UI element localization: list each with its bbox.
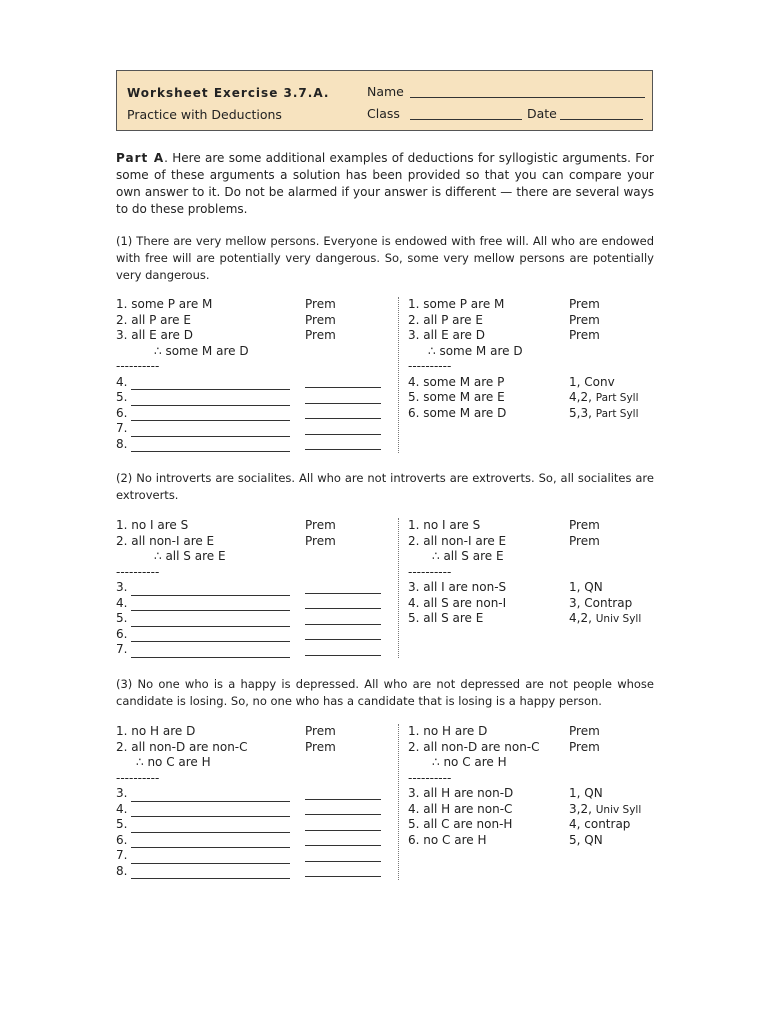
solution-step: 5. all C are non-H 4, contrap	[408, 817, 631, 831]
justification-blank[interactable]	[305, 865, 381, 877]
solution-step: 3. all H are non-D 1, QN	[408, 786, 603, 800]
solution-step: 6. no C are H 5, QN	[408, 832, 603, 847]
justification-blank[interactable]	[305, 613, 381, 625]
justification-blank[interactable]	[305, 438, 381, 450]
solution-step: 5. some M are E 4,2, Part Syll	[408, 390, 639, 404]
problem-1-solution	[408, 297, 658, 421]
justification-blank[interactable]	[305, 407, 381, 419]
worksheet-title: Worksheet Exercise 3.7.A.	[127, 86, 330, 100]
premise-row: 1. some P are M Prem	[116, 297, 336, 311]
conclusion-row: ∴ all S are E	[432, 549, 504, 563]
worksheet-subtitle: Practice with Deductions	[127, 107, 282, 122]
divider-dashes: ----------	[116, 564, 160, 579]
step-blank[interactable]	[131, 852, 290, 864]
date-field[interactable]	[560, 119, 643, 120]
worksheet-header	[116, 70, 653, 131]
justification-blank[interactable]	[305, 392, 381, 404]
answer-row: 4.	[116, 802, 396, 818]
answer-row: 8.	[116, 437, 396, 453]
premise-row: 1. no H are D Prem	[116, 724, 336, 738]
step-blank[interactable]	[131, 584, 290, 596]
name-field[interactable]	[410, 97, 645, 98]
step-blank[interactable]	[131, 409, 290, 421]
step-blank[interactable]	[131, 805, 290, 817]
answer-row: 5.	[116, 390, 396, 406]
justification-blank[interactable]	[305, 803, 381, 815]
step-blank[interactable]	[131, 599, 290, 611]
date-label: Date	[527, 106, 557, 121]
justification-blank[interactable]	[305, 819, 381, 831]
premise-row: 3. all E are D Prem	[408, 328, 600, 342]
step-blank[interactable]	[131, 378, 290, 390]
name-label: Name	[367, 84, 404, 99]
column-divider	[398, 724, 399, 880]
step-blank[interactable]	[131, 440, 290, 452]
premise-row: 1. no I are S Prem	[116, 518, 336, 532]
problem-3-text: (3) No one who is a happy is depressed. All who are not depressed are not people whose candidate is losing. So, no one who has a candidate that is losing is a happy person.	[116, 677, 654, 708]
premise-row: 1. some P are M Prem	[408, 297, 600, 311]
justification-blank[interactable]	[305, 644, 381, 656]
justification-blank[interactable]	[305, 834, 381, 846]
step-blank[interactable]	[131, 394, 290, 406]
conclusion-row: ∴ all S are E	[154, 549, 226, 563]
column-divider	[398, 518, 399, 658]
premise-row: 3. all E are D Prem	[116, 328, 336, 342]
divider-dashes: ----------	[408, 359, 452, 373]
answer-row: 5.	[116, 611, 396, 627]
answer-row: 3.	[116, 580, 396, 596]
step-blank[interactable]	[131, 790, 290, 802]
premise-row: 2. all P are E Prem	[116, 312, 336, 327]
class-field[interactable]	[410, 119, 522, 120]
justification-blank[interactable]	[305, 628, 381, 640]
solution-step: 6. some M are D 5,3, Part Syll	[408, 405, 639, 420]
answer-row: 6.	[116, 833, 396, 849]
premise-row: 2. all P are E Prem	[408, 312, 600, 327]
problem-1-text: (1) There are very mellow persons. Everyone is endowed with free will. All who are endowed with free will are potentially very dangerous. So, some very mellow persons are potentially very dangerous.	[116, 234, 654, 282]
justification-blank[interactable]	[305, 582, 381, 594]
premise-row: 2. all non-I are E Prem	[116, 533, 336, 548]
justification-blank[interactable]	[305, 850, 381, 862]
conclusion-row: ∴ some M are D	[428, 343, 523, 358]
part-a-intro	[116, 150, 654, 218]
answer-row: 6.	[116, 406, 396, 422]
step-blank[interactable]	[131, 821, 290, 833]
solution-step: 3. all I are non-S 1, QN	[408, 580, 603, 594]
part-a-text: . Here are some additional examples of deductions for syllogistic arguments. For some of these arguments a solution has been provided so that you can compare your own answer to it. Do not be alarmed if your answer is different — there are several ways to do these problems.	[116, 151, 654, 216]
step-blank[interactable]	[131, 615, 290, 627]
step-blank[interactable]	[131, 836, 290, 848]
justification-blank[interactable]	[305, 423, 381, 435]
problem-3-work-area	[116, 724, 396, 879]
answer-row: 8.	[116, 864, 396, 880]
solution-step: 5. all S are E 4,2, Univ Syll	[408, 611, 642, 625]
answer-row: 4.	[116, 375, 396, 391]
premise-row: 2. all non-I are E Prem	[408, 533, 600, 548]
justification-blank[interactable]	[305, 376, 381, 388]
step-blank[interactable]	[131, 867, 290, 879]
divider-dashes: ----------	[116, 770, 160, 785]
problem-3-solution	[408, 724, 658, 848]
solution-step: 4. all S are non-I 3, Contrap	[408, 595, 633, 610]
divider-dashes: ----------	[116, 359, 160, 373]
answer-row: 6.	[116, 627, 396, 643]
problem-1-work-area	[116, 297, 396, 452]
column-divider	[398, 297, 399, 453]
justification-blank[interactable]	[305, 597, 381, 609]
divider-dashes: ----------	[408, 770, 452, 785]
step-blank[interactable]	[131, 646, 290, 658]
problem-2-solution	[408, 518, 658, 627]
answer-row: 5.	[116, 817, 396, 833]
premise-row: 1. no H are D Prem	[408, 724, 600, 738]
problem-2-text: (2) No introverts are socialites. All who are not introverts are extroverts. So, all socialites are extroverts.	[116, 471, 654, 502]
answer-row: 7.	[116, 848, 396, 864]
part-a-label: Part A	[116, 151, 165, 165]
conclusion-row: ∴ some M are D	[154, 343, 249, 358]
answer-row: 4.	[116, 596, 396, 612]
justification-blank[interactable]	[305, 788, 381, 800]
answer-row: 7.	[116, 642, 396, 658]
conclusion-row: ∴ no C are H	[136, 755, 211, 769]
solution-step: 4. some M are P 1, Conv	[408, 374, 615, 389]
divider-dashes: ----------	[408, 564, 452, 579]
class-label: Class	[367, 106, 400, 121]
step-blank[interactable]	[131, 425, 290, 437]
problem-2-work-area	[116, 518, 396, 658]
conclusion-row: ∴ no C are H	[432, 755, 507, 769]
solution-step: 4. all H are non-C 3,2, Univ Syll	[408, 801, 642, 816]
premise-row: 1. no I are S Prem	[408, 518, 600, 532]
step-blank[interactable]	[131, 630, 290, 642]
answer-row: 7.	[116, 421, 396, 437]
premise-row: 2. all non-D are non-C Prem	[408, 739, 600, 754]
premise-row: 2. all non-D are non-C Prem	[116, 739, 336, 754]
answer-row: 3.	[116, 786, 396, 802]
